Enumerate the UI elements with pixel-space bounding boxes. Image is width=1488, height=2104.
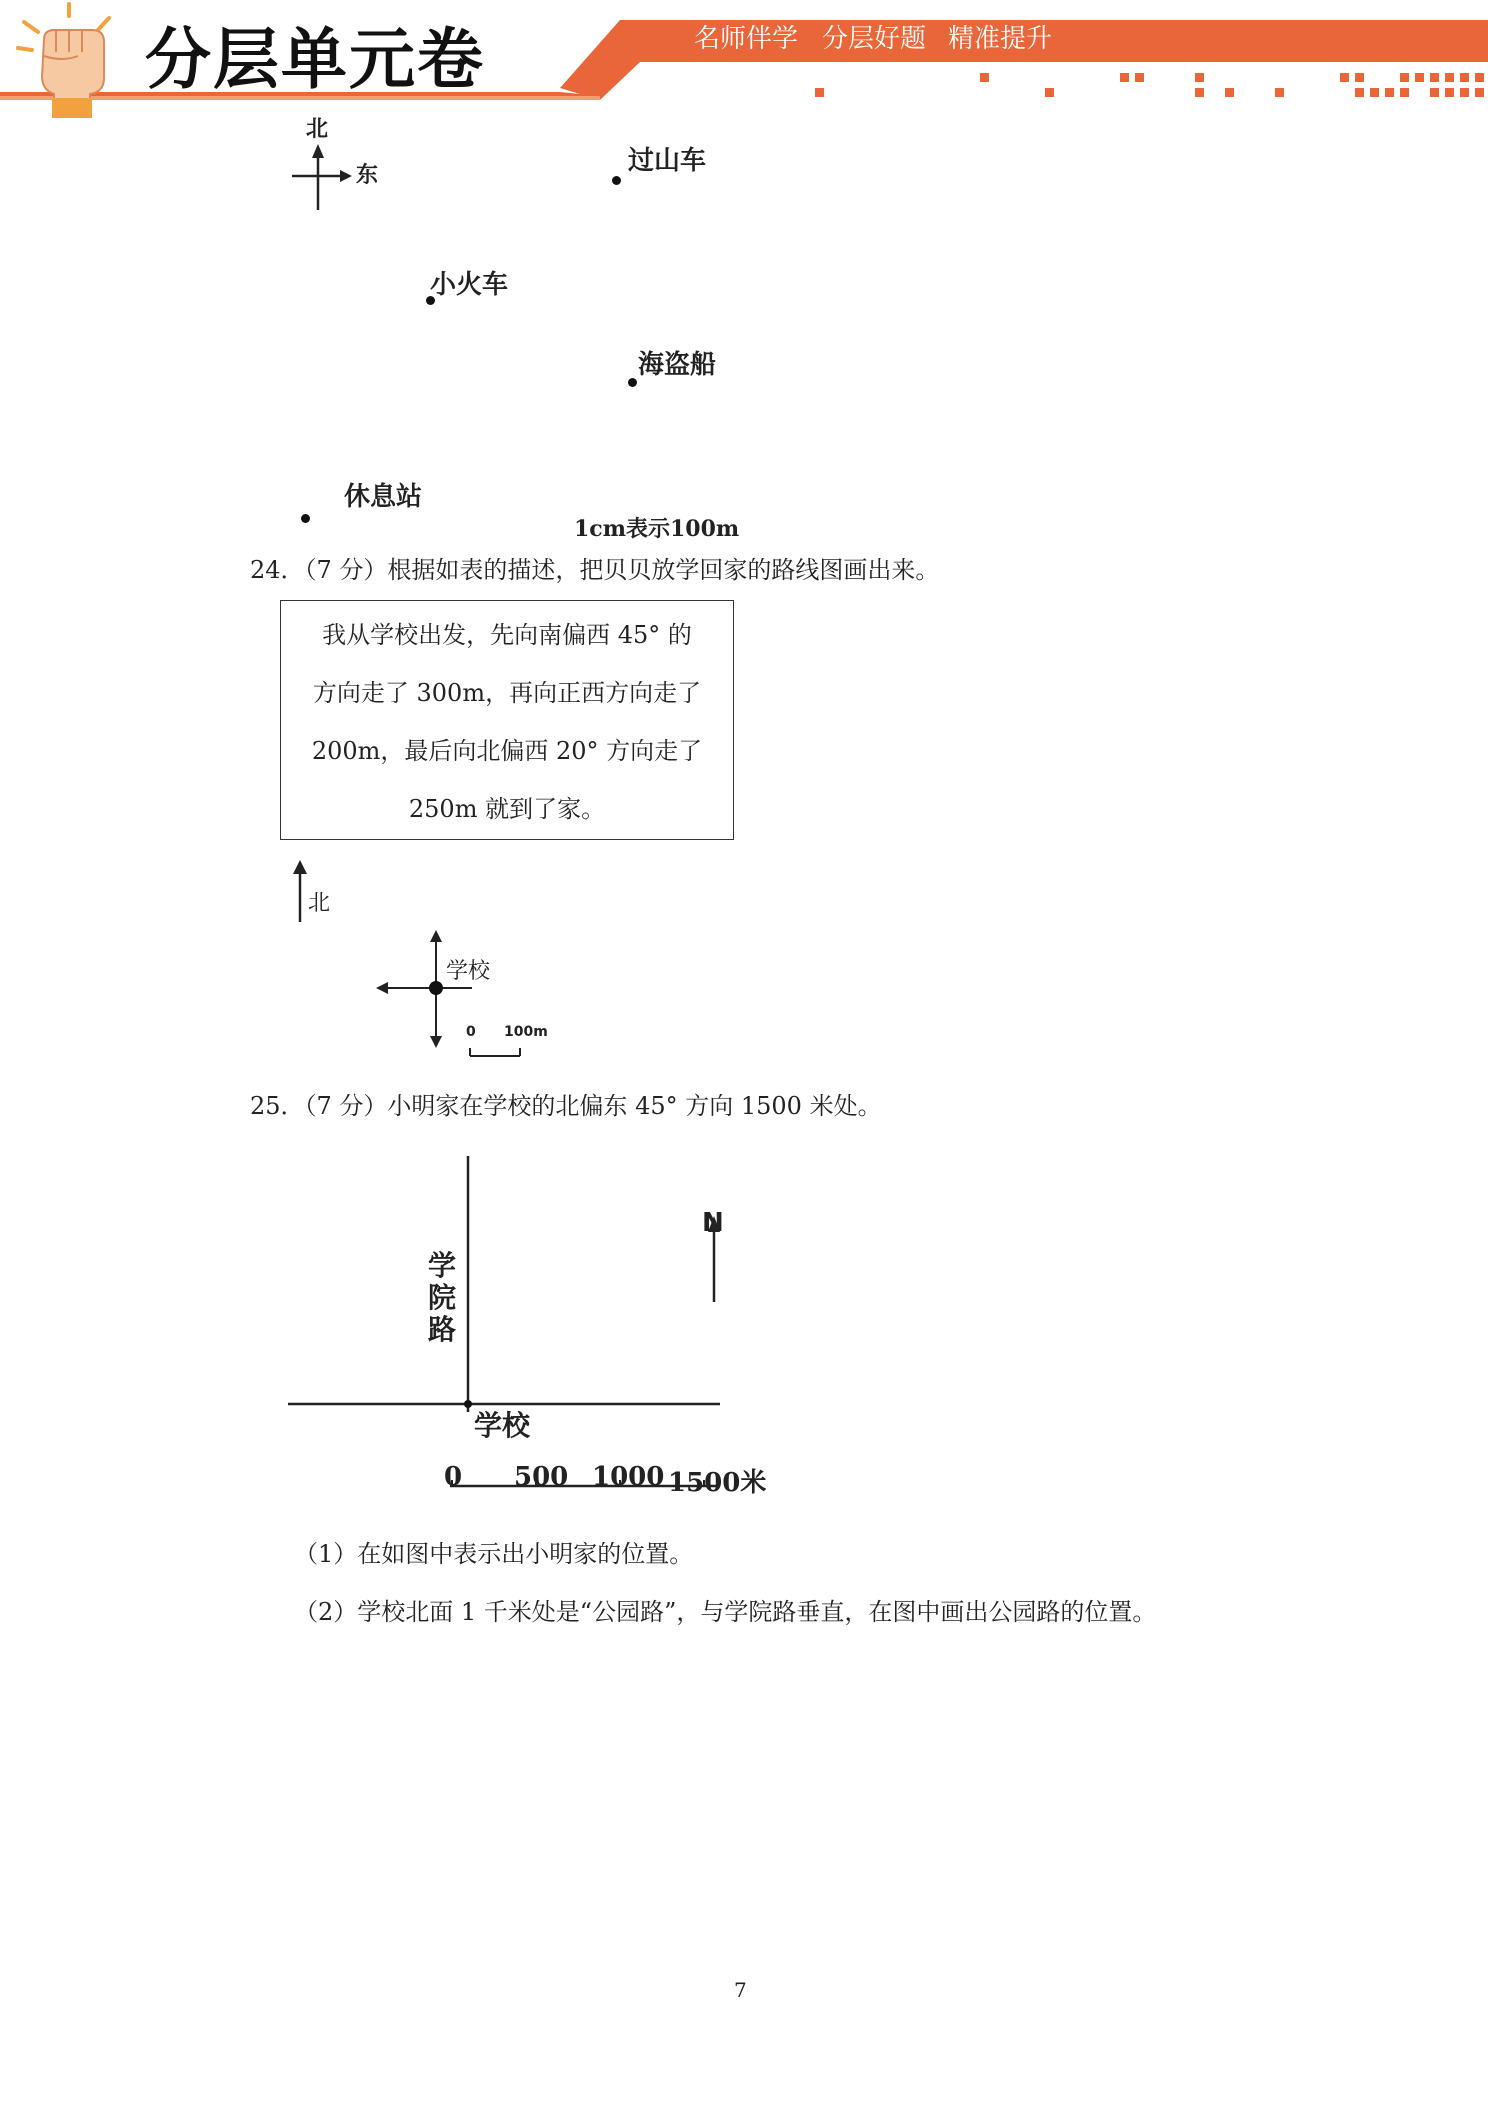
slogan-1: 名师伴学: [694, 24, 799, 54]
slogan-2: 分层好题: [822, 24, 927, 54]
fist-logo-icon: [14, 0, 124, 118]
box-line: 我从学校出发，先向南偏西 45° 的: [322, 621, 692, 649]
place-dot: [301, 514, 310, 523]
road-label: 学院路: [428, 1249, 457, 1346]
compass-east-label: 东: [356, 162, 379, 188]
scale-tick-label: 500: [514, 1462, 569, 1492]
road-map: [280, 1150, 760, 1510]
scale-tick-label: 0: [444, 1462, 463, 1492]
slogan-3: 精准提升: [948, 24, 1053, 54]
box-line: 方向走了 300m，再向正西方向走了: [312, 679, 702, 707]
place-label-rest-station: 休息站: [344, 482, 423, 512]
question-25-sub1: （1）在如图中表示出小明家的位置。: [294, 1540, 694, 1568]
scale-bar: [466, 1040, 526, 1062]
description-box: [280, 600, 734, 840]
north-label: 北: [308, 891, 331, 916]
question-25-sub2: （2）学校北面 1 千米处是“公园路”，与学院路垂直，在图中画出公园路的位置。: [294, 1598, 1157, 1626]
page-number: 7: [734, 1978, 747, 2002]
map-scale-label: 1cm表示100m: [574, 516, 740, 542]
scale-tick-label: 1000: [592, 1462, 665, 1492]
compass-north-label: 北: [306, 116, 329, 142]
scale-zero: 0: [466, 1024, 476, 1040]
brand-title: 分层单元卷: [145, 21, 485, 98]
school-label: 学校: [474, 1409, 531, 1442]
question-24-text: 24．（7 分）根据如表的描述，把贝贝放学回家的路线图画出来。: [250, 556, 940, 584]
place-label-pirate-ship: 海盗船: [638, 350, 717, 380]
scale-unit: 100m: [504, 1024, 548, 1040]
page-header: [0, 0, 1488, 120]
box-line: 250m 就到了家。: [408, 795, 606, 823]
place-label-coaster: 过山车: [628, 146, 707, 176]
place-label-train: 小火车: [430, 270, 509, 300]
place-dot: [612, 176, 621, 185]
question-25-text: 25．（7 分）小明家在学校的北偏东 45° 方向 1500 米处。: [250, 1092, 882, 1120]
place-dot: [628, 378, 637, 387]
scale-tick-label: 1500米: [668, 1468, 767, 1498]
compass-icon: [280, 140, 360, 220]
school-label: 学校: [446, 959, 491, 984]
box-line: 200m，最后向北偏西 20° 方向走了: [311, 737, 703, 765]
school-cross-icon: [376, 930, 476, 1050]
north-label-n: N: [702, 1208, 724, 1238]
